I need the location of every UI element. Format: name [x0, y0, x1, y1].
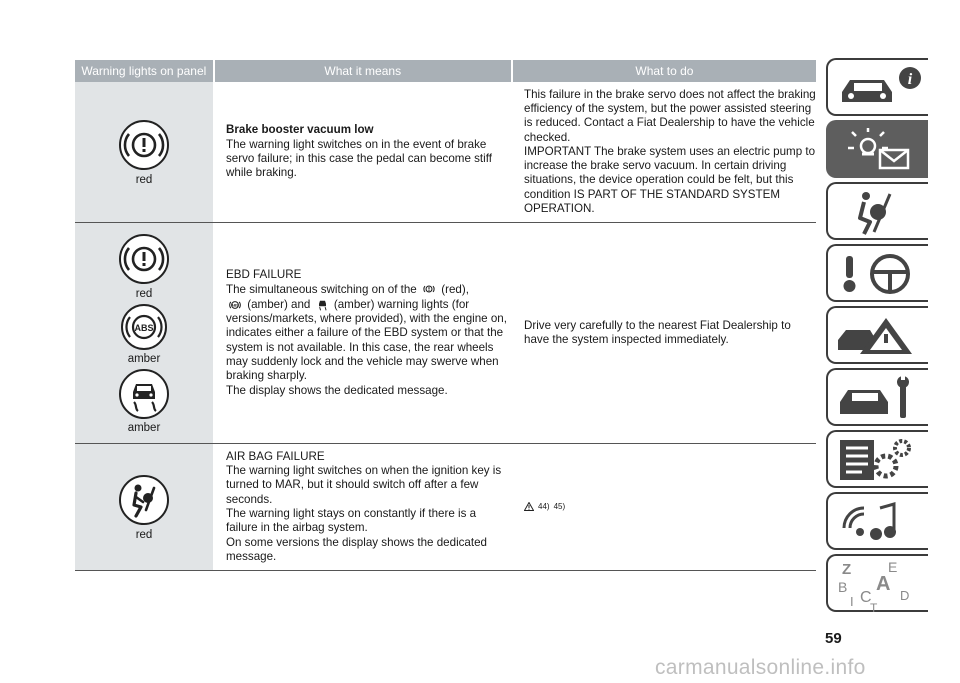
action-cell — [512, 223, 816, 443]
action-text: Drive very carefully to the nearest Fiat Dealership to have the system inspected immediately. — [524, 318, 791, 346]
warning-triangle-icon — [524, 502, 534, 511]
tab-car-info[interactable] — [826, 58, 928, 116]
meaning-text: The warning light switches on when the ignition key is turned to MAR, but it should switch off after a few seconds. — [226, 464, 502, 506]
watermark: carmanualsonline.info — [655, 656, 866, 679]
emergency-icon — [834, 312, 926, 360]
lamp-color-label: amber — [127, 352, 161, 365]
lamp-color-label: red — [135, 173, 153, 186]
abs-icon — [118, 304, 170, 350]
tab-safety[interactable] — [826, 182, 928, 240]
meaning-text: The display shows the dedicated message. — [226, 383, 448, 397]
lamp-cell — [75, 444, 213, 570]
meaning-cell — [213, 444, 512, 570]
meaning-title: EBD FAILURE — [226, 268, 302, 282]
column-header-meaning: What it means — [215, 60, 511, 82]
lamp-cell — [75, 223, 213, 443]
meaning-title: Brake booster vacuum low — [226, 123, 374, 137]
table-row — [75, 223, 816, 444]
table-header — [75, 60, 816, 82]
lamp-color-label: red — [135, 287, 153, 300]
tab-technical-data[interactable] — [826, 430, 928, 488]
maintenance-icon — [834, 374, 926, 422]
index-icon — [834, 560, 926, 614]
meaning-text: The warning light switches on in the event of brake servo failure; in this case the pedal can become stiff while braking. — [226, 137, 492, 180]
meaning-text-part: The simultaneous switching on of the — [226, 283, 417, 297]
index-letter: T — [870, 601, 878, 614]
meaning-title: AIR BAG FAILURE — [226, 449, 325, 463]
tab-starting-driving[interactable] — [826, 244, 928, 302]
warning-lights-table — [75, 60, 816, 571]
stability-control-icon — [316, 298, 329, 311]
note-reference[interactable]: 44) — [538, 501, 550, 511]
meaning-cell — [213, 82, 512, 222]
starting-driving-icon — [834, 250, 926, 298]
index-letter: I — [850, 594, 854, 609]
meaning-text-part: (red), — [441, 283, 469, 297]
tab-emergency[interactable] — [826, 306, 928, 364]
index-letter: D — [900, 588, 910, 603]
abs-icon — [228, 299, 242, 311]
meaning-text-part: (amber) and — [247, 297, 311, 311]
index-letter: E — [888, 560, 898, 575]
meaning-cell — [213, 223, 512, 443]
meaning-text — [226, 282, 508, 383]
warning-lights-icon — [834, 126, 926, 174]
column-header-action: What to do — [513, 60, 816, 82]
table-row — [75, 82, 816, 223]
action-cell — [512, 82, 816, 222]
index-letter: C — [860, 589, 872, 606]
note-references — [524, 500, 816, 514]
svg-text:ABS: ABS — [134, 322, 154, 333]
safety-airbag-icon — [834, 188, 926, 236]
column-header-lights: Warning lights on panel — [75, 60, 213, 82]
meaning-text: On some versions the display shows the dedicated message. — [226, 535, 488, 563]
tab-warning-lights[interactable] — [826, 120, 928, 178]
brake-warning-icon — [118, 233, 170, 285]
brake-warning-icon — [422, 282, 436, 296]
index-letter: B — [838, 579, 848, 595]
note-reference[interactable]: 45) — [553, 501, 566, 511]
svg-text:ABS: ABS — [231, 303, 239, 308]
meaning-text: The warning light stays on constantly if there is a failure in the airbag system. — [226, 507, 477, 535]
car-info-icon — [834, 64, 926, 112]
lamp-color-label: red — [135, 528, 153, 541]
action-note: IMPORTANT The brake system uses an electric pump to increase the brake servo vacuum. In certain driving situations, the device operation could be felt, but this condition IS PART OF THE STANDARD SYSTEM OPERATION. — [524, 144, 816, 216]
stability-control-icon — [118, 369, 170, 419]
action-cell — [512, 444, 816, 570]
index-letter: Z — [842, 561, 852, 578]
lamp-cell — [75, 82, 213, 222]
action-text: This failure in the brake servo does not affect the braking efficiency of the system, but the power assisted steering is reduced. Contact a Fiat Dealership to have the vehicle checked. — [524, 87, 816, 144]
tab-multimedia[interactable] — [826, 492, 928, 550]
brake-warning-icon — [118, 119, 170, 171]
multimedia-icon — [834, 498, 926, 546]
svg-text:i: i — [907, 71, 913, 88]
page-number: 59 — [825, 630, 842, 647]
table-row — [75, 444, 816, 571]
lamp-color-label: amber — [127, 421, 161, 434]
tab-index[interactable] — [826, 554, 928, 612]
index-letter: A — [876, 573, 891, 595]
meaning-text-part: (amber) warning lights (for versions/markets, where provided), with the engine on, indicates either a failure of the EBD system or that the system is not available. In this case, the rear wheels may suddenly lock and the vehicle may swerve when braking sharply. — [226, 297, 507, 383]
tab-maintenance[interactable] — [826, 368, 928, 426]
airbag-warning-icon — [118, 474, 170, 526]
technical-data-icon — [834, 436, 926, 484]
